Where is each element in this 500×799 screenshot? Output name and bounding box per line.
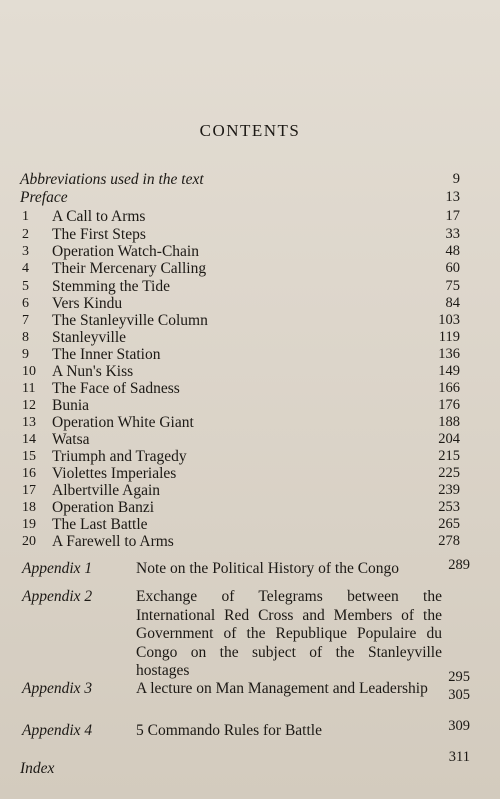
chapter-page: 239 — [438, 482, 460, 498]
chapter-title: The Face of Sadness — [52, 380, 180, 397]
chapter-number: 14 — [22, 432, 36, 447]
chapter-title: The First Steps — [52, 226, 146, 243]
appendix-label: Appendix 2 — [22, 588, 93, 605]
appendix-title: 5 Commando Rules for Battle — [136, 722, 322, 739]
appendix-title: Note on the Political History of the Congo — [136, 560, 400, 577]
chapter-number: 4 — [22, 261, 29, 276]
appendix-page: 309 — [448, 718, 470, 734]
contents-heading: CONTENTS — [199, 121, 301, 140]
front-matter-page: 9 — [452, 171, 460, 187]
chapter-number: 12 — [22, 398, 36, 413]
chapter-page: 84 — [445, 295, 460, 311]
chapter-number: 17 — [22, 483, 36, 498]
chapter-row — [0, 397, 500, 414]
appendix-page: 295 — [448, 669, 470, 685]
chapter-title: Their Mercenary Calling — [52, 260, 207, 277]
chapter-title: Operation Banzi — [52, 499, 155, 516]
chapter-number: 11 — [22, 381, 36, 396]
index-label: Index — [20, 760, 55, 777]
chapter-number: 15 — [22, 449, 36, 464]
front-matter-label: Abbreviations used in the text — [20, 171, 204, 188]
appendix-label: Appendix 3 — [22, 680, 93, 697]
chapter-page: 188 — [438, 414, 460, 430]
chapter-page: 119 — [438, 329, 460, 345]
chapter-title: Operation Watch-Chain — [52, 243, 199, 260]
chapter-row — [0, 243, 500, 260]
chapter-title: Albertville Again — [52, 482, 161, 499]
chapter-number: 7 — [22, 313, 29, 328]
chapter-row — [0, 431, 500, 448]
chapter-title: Stanleyville — [52, 329, 127, 346]
chapter-title: Violettes Imperiales — [52, 465, 177, 482]
chapter-number: 9 — [22, 347, 29, 362]
chapter-row — [0, 448, 500, 465]
chapter-page: 75 — [445, 278, 460, 294]
chapter-page: 215 — [438, 448, 460, 464]
chapter-title: Bunia — [52, 397, 90, 414]
chapter-title: Operation White Giant — [52, 414, 194, 431]
chapter-title: Triumph and Tragedy — [52, 448, 187, 465]
chapter-row — [0, 346, 500, 363]
chapter-title: The Last Battle — [52, 516, 148, 533]
chapter-title: The Inner Station — [52, 346, 161, 363]
appendix-row — [0, 588, 500, 685]
chapter-title: Stemming the Tide — [52, 278, 170, 295]
chapter-page: 136 — [438, 346, 460, 362]
chapter-title: A Call to Arms — [52, 208, 146, 225]
front-matter-label: Preface — [20, 189, 68, 206]
chapter-title: The Stanleyville Column — [52, 312, 208, 329]
appendix-page: 305 — [448, 687, 470, 703]
appendix-title: Exchange of Telegrams between the International Red Cross and Members of the Government of the Republique Populaire du Congo on the subject of the Stanleyville hostages — [136, 588, 442, 679]
index-row — [0, 749, 500, 780]
chapter-title: Vers Kindu — [52, 295, 123, 312]
chapter-page: 60 — [445, 260, 460, 276]
chapter-row — [0, 329, 500, 346]
chapter-row — [0, 499, 500, 516]
chapter-row — [0, 414, 500, 431]
chapter-number: 1 — [22, 209, 29, 224]
chapter-number: 3 — [22, 244, 29, 259]
chapter-title: Watsa — [52, 431, 90, 448]
chapter-row — [0, 363, 500, 380]
chapter-page: 278 — [438, 533, 460, 549]
chapter-page: 33 — [445, 226, 460, 242]
appendix-row — [0, 718, 500, 742]
chapter-number: 2 — [22, 227, 29, 242]
chapter-number: 6 — [22, 296, 29, 311]
appendix-label: Appendix 4 — [22, 722, 93, 739]
chapter-page: 17 — [445, 208, 460, 224]
chapter-page: 253 — [438, 499, 460, 515]
chapter-number: 10 — [22, 364, 36, 379]
chapter-number: 19 — [22, 517, 36, 532]
chapter-row — [0, 516, 500, 533]
chapter-row — [0, 208, 500, 225]
chapter-number: 20 — [22, 534, 36, 549]
chapter-row — [0, 482, 500, 499]
chapter-row — [0, 380, 500, 397]
chapter-page: 48 — [445, 243, 460, 259]
chapter-row — [0, 312, 500, 329]
front-matter-row — [0, 189, 500, 206]
chapter-page: 176 — [438, 397, 460, 413]
chapter-page: 204 — [438, 431, 460, 447]
chapter-page: 265 — [438, 516, 460, 532]
chapter-row — [0, 260, 500, 277]
chapter-row — [0, 533, 500, 550]
appendix-row — [0, 680, 500, 720]
chapter-number: 5 — [22, 279, 29, 294]
front-matter-page: 13 — [445, 189, 460, 205]
chapter-title: A Nun's Kiss — [52, 363, 134, 380]
index-page: 311 — [448, 749, 470, 765]
chapter-number: 13 — [22, 415, 36, 430]
appendix-row — [0, 557, 500, 580]
chapter-row — [0, 295, 500, 312]
appendix-title: A lecture on Man Management and Leadership — [136, 680, 428, 697]
chapter-row — [0, 226, 500, 243]
appendix-page: 289 — [448, 557, 470, 573]
chapter-page: 103 — [438, 312, 460, 328]
appendix-label: Appendix 1 — [22, 560, 93, 577]
chapter-number: 8 — [22, 330, 29, 345]
chapter-row — [0, 278, 500, 295]
chapter-title: A Farewell to Arms — [52, 533, 174, 550]
chapter-row — [0, 465, 500, 482]
chapter-page: 166 — [438, 380, 460, 396]
chapter-page: 149 — [438, 363, 460, 379]
chapter-page: 225 — [438, 465, 460, 481]
chapter-number: 16 — [22, 466, 36, 481]
chapter-number: 18 — [22, 500, 36, 515]
front-matter-row — [0, 171, 500, 188]
